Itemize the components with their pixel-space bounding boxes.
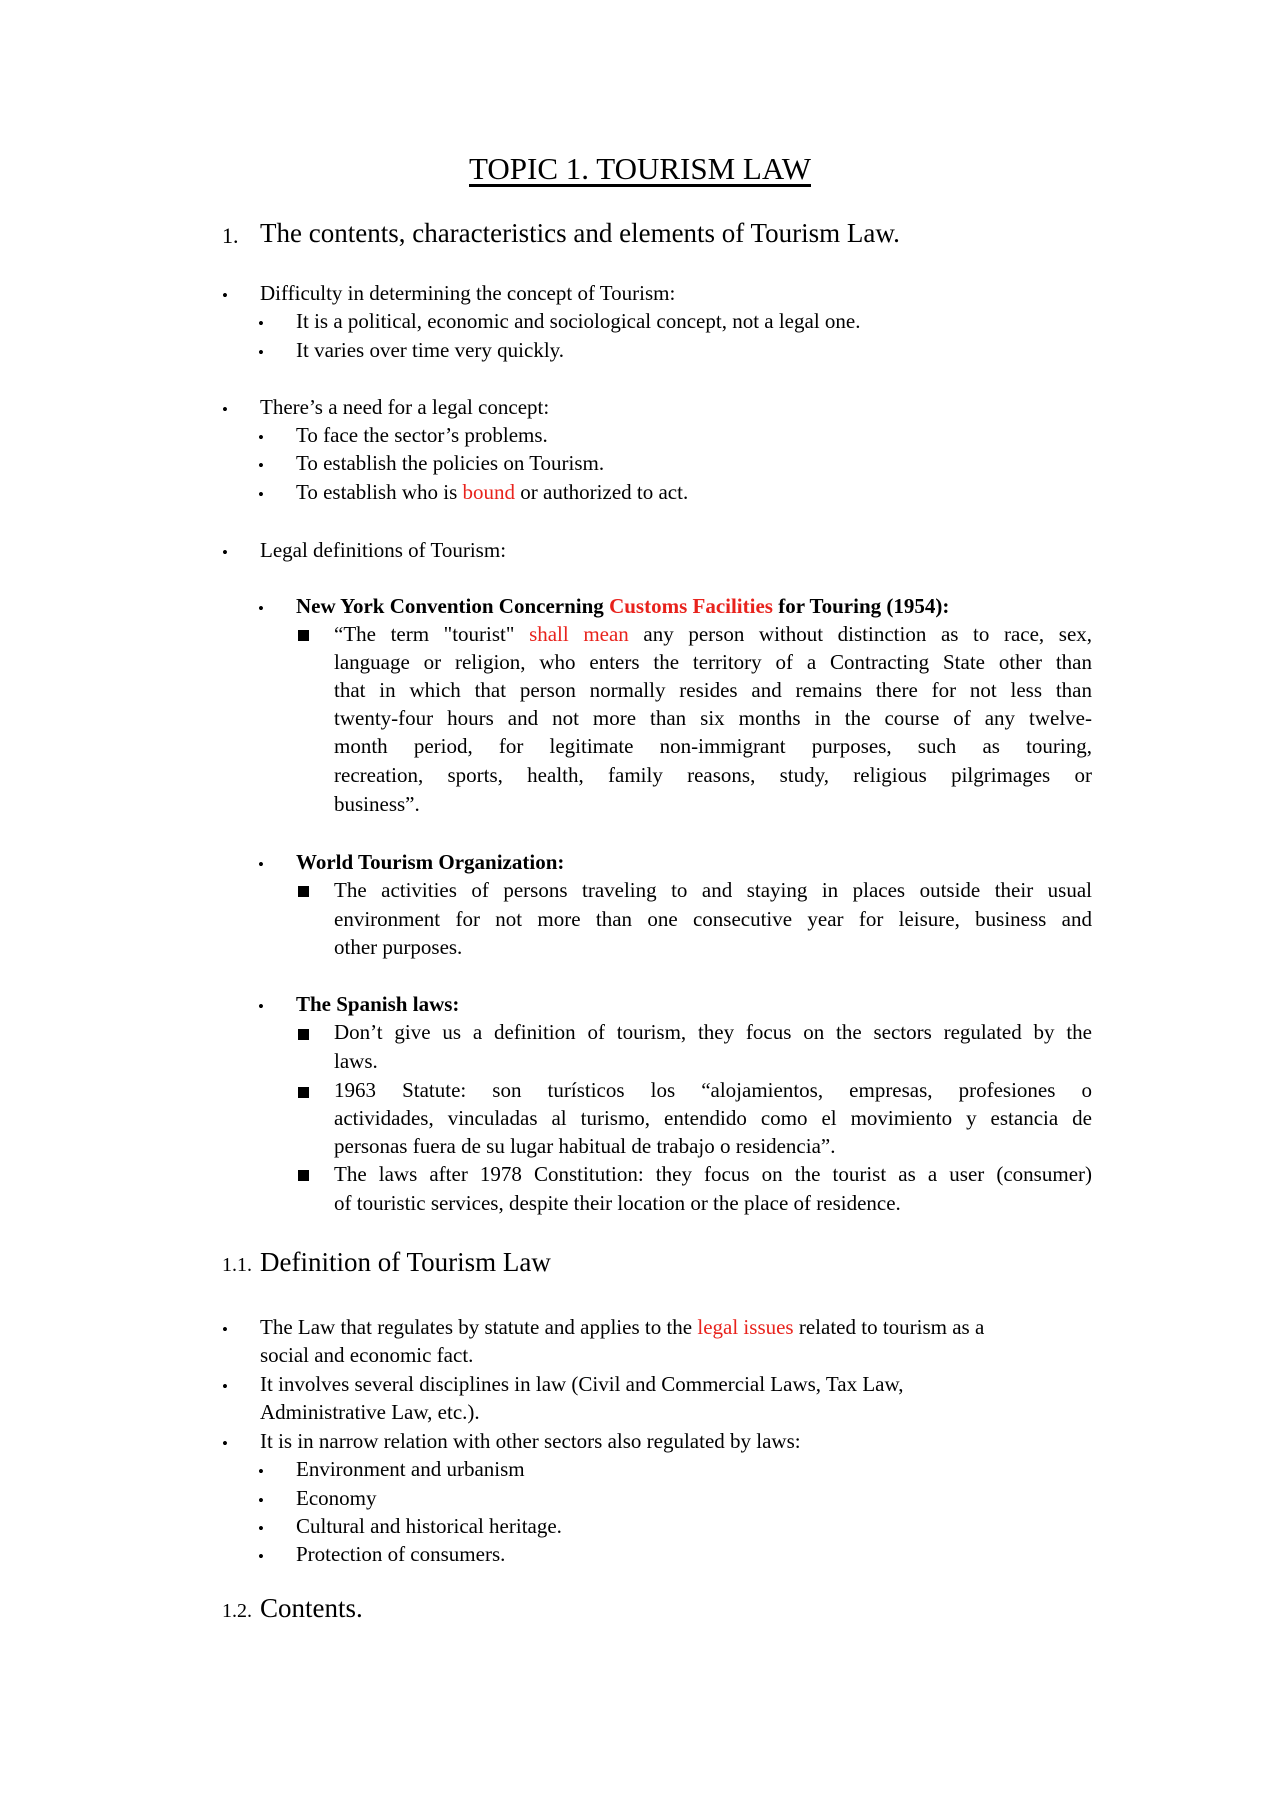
list-item: The Law that regulates by statute and applies to the legal issues related to tourism as a	[260, 1315, 985, 1339]
highlight-text: shall mean	[529, 622, 629, 646]
paragraph-line: laws.	[334, 1049, 378, 1073]
section-number: 1.1.	[222, 1254, 252, 1276]
paragraph-line: The laws after 1978 Constitution: they focus on the tourist as a user (consumer)	[334, 1162, 1092, 1186]
list-item: There’s a need for a legal concept:	[260, 395, 550, 419]
list-item: Cultural and historical heritage.	[296, 1514, 562, 1538]
bullet-icon: •	[258, 1519, 264, 1538]
quote-line: twenty-four hours and not more than six months in the course of any twelve-	[334, 706, 1092, 730]
section-number: 1.2.	[222, 1600, 252, 1622]
square-bullet-icon	[298, 630, 309, 641]
paragraph-line: 1963 Statute: son turísticos los “alojamientos, empresas, profesiones o	[334, 1078, 1092, 1102]
section-title: Definition of Tourism Law	[260, 1247, 551, 1277]
highlight-text: Customs Facilities	[609, 594, 773, 618]
heading-text: The contents, characteristics and elements of Tourism Law.	[260, 218, 900, 248]
quote-line: recreation, sports, health, family reasons, study, religious pilgrimages or	[334, 763, 1092, 787]
bullet-icon: •	[258, 1547, 264, 1566]
quote-line: “The term "tourist" shall mean any person without distinction as to race, sex,	[334, 622, 1093, 646]
bullet-icon: •	[222, 1377, 228, 1396]
subheading: The Spanish laws:	[296, 992, 460, 1016]
square-bullet-icon	[298, 1087, 309, 1098]
list-item: Difficulty in determining the concept of Tourism:	[260, 281, 676, 305]
quote-line: business”.	[334, 792, 420, 816]
list-item: To establish who is bound or authorized to act.	[296, 480, 689, 504]
highlight-text: bound	[462, 480, 516, 504]
list-item: It involves several disciplines in law (Civil and Commercial Laws, Tax Law,	[260, 1372, 904, 1396]
bullet-icon: •	[258, 456, 264, 475]
subheading: World Tourism Organization:	[296, 850, 565, 874]
list-item: Protection of consumers.	[296, 1542, 506, 1566]
subheading: New York Convention Concerning Customs Facilities for Touring (1954):	[296, 594, 950, 618]
square-bullet-icon	[298, 886, 309, 897]
list-item: It is a political, economic and sociological concept, not a legal one.	[296, 309, 861, 333]
bullet-icon: •	[222, 286, 228, 305]
bullet-icon: •	[222, 1320, 228, 1339]
paragraph-line: of touristic services, despite their location or the place of residence.	[334, 1191, 901, 1215]
bullet-icon: •	[258, 1491, 264, 1510]
page-title: TOPIC 1. TOURISM LAW	[469, 151, 811, 186]
paragraph-line: Don’t give us a definition of tourism, they focus on the sectors regulated by the	[334, 1020, 1092, 1044]
list-item: Economy	[296, 1486, 377, 1510]
list-item: Environment and urbanism	[296, 1457, 525, 1481]
heading-number: 1.	[222, 223, 239, 248]
list-item: It varies over time very quickly.	[296, 338, 565, 362]
paragraph-line: actividades, vinculadas al turismo, entendido como el movimiento y estancia de	[334, 1106, 1092, 1130]
list-item: It is in narrow relation with other sectors also regulated by laws:	[260, 1429, 801, 1453]
paragraph-line: The activities of persons traveling to and staying in places outside their usual	[334, 878, 1092, 902]
list-item-continuation: social and economic fact.	[260, 1343, 474, 1367]
paragraph-line: personas fuera de su lugar habitual de trabajo o residencia”.	[334, 1134, 836, 1158]
bullet-icon: •	[258, 428, 264, 447]
bullet-icon: •	[258, 599, 264, 618]
list-item: To face the sector’s problems.	[296, 423, 548, 447]
bullet-icon: •	[222, 400, 228, 419]
quote-line: that in which that person normally resides and remains there for not less than	[334, 678, 1092, 702]
list-item: Legal definitions of Tourism:	[260, 538, 507, 562]
highlight-text: legal issues	[697, 1315, 794, 1339]
square-bullet-icon	[298, 1029, 309, 1040]
paragraph-line: other purposes.	[334, 935, 463, 959]
bullet-icon: •	[222, 543, 228, 562]
section-title: Contents.	[260, 1593, 363, 1623]
list-item: To establish the policies on Tourism.	[296, 451, 605, 475]
bullet-icon: •	[258, 997, 264, 1016]
list-item-continuation: Administrative Law, etc.).	[260, 1400, 480, 1424]
quote-line: language or religion, who enters the territory of a Contracting State other than	[334, 650, 1092, 674]
bullet-icon: •	[258, 485, 264, 504]
bullet-icon: •	[258, 855, 264, 874]
bullet-icon: •	[222, 1434, 228, 1453]
bullet-icon: •	[258, 1462, 264, 1481]
bullet-icon: •	[258, 343, 264, 362]
quote-line: month period, for legitimate non-immigrant purposes, such as touring,	[334, 734, 1092, 758]
bullet-icon: •	[258, 314, 264, 333]
paragraph-line: environment for not more than one consecutive year for leisure, business and	[334, 907, 1092, 931]
square-bullet-icon	[298, 1170, 309, 1181]
